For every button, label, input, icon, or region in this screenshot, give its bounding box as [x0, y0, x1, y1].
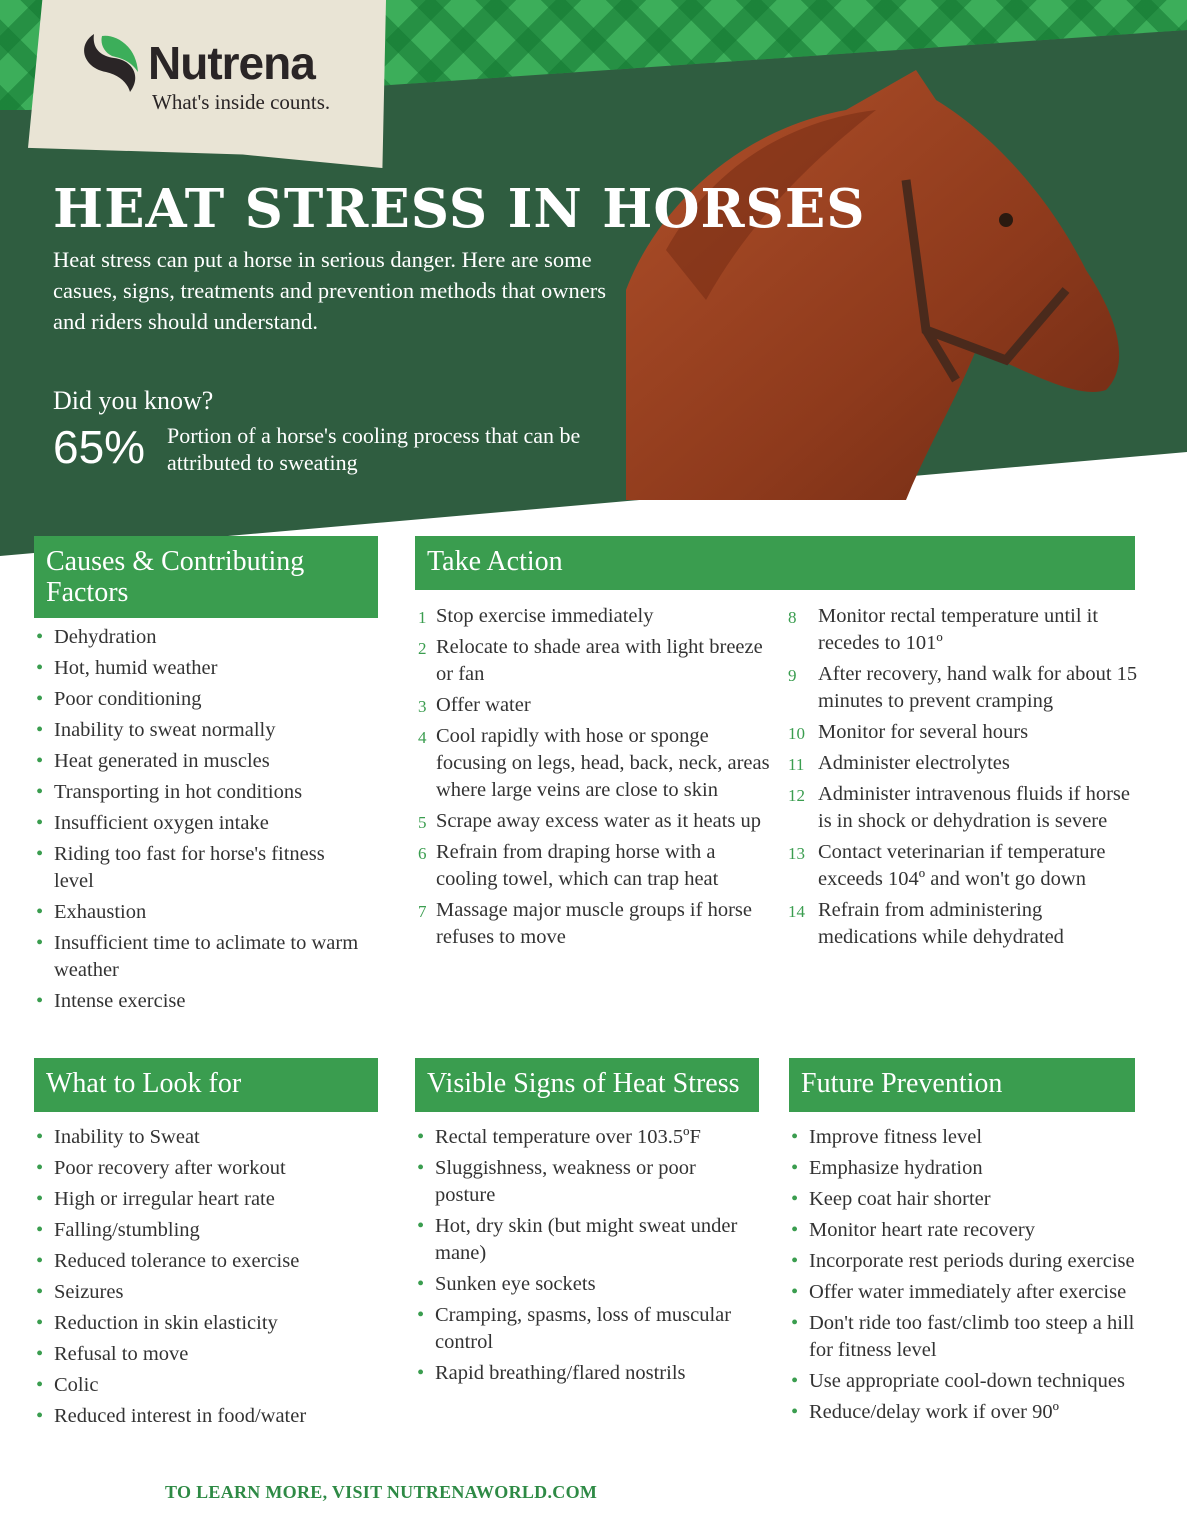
bullet-icon: • — [36, 750, 44, 772]
bullet-icon: • — [36, 1281, 44, 1303]
step-item — [418, 897, 770, 951]
list-item-text: Monitor heart rate recovery — [809, 1219, 1035, 1241]
bullet-icon: • — [417, 1273, 425, 1295]
list-item-text: Intense exercise — [54, 990, 186, 1012]
list-item — [415, 1271, 750, 1298]
list-item-text: Reduced interest in food/water — [54, 1405, 307, 1427]
list-item-text: Hot, humid weather — [54, 657, 218, 679]
list-item — [34, 988, 364, 1015]
list-item-text: Reduced tolerance to exercise — [54, 1250, 300, 1272]
list-item-text: Exhaustion — [54, 901, 147, 923]
step-item — [788, 781, 1138, 835]
prevention-header: Future Prevention — [789, 1058, 1135, 1112]
list-item-text: Reduce/delay work if over 90º — [809, 1401, 1059, 1423]
list-item — [34, 1403, 369, 1430]
step-item — [418, 603, 770, 630]
list-item-text: Refusal to move — [54, 1343, 189, 1365]
step-text: Offer water — [436, 694, 531, 716]
nutrena-leaf-icon — [80, 32, 140, 94]
step-item — [788, 750, 1138, 777]
footer-link[interactable]: TO LEARN MORE, VISIT NUTRENAWORLD.COM — [165, 1482, 598, 1502]
list-item — [789, 1186, 1144, 1213]
bullet-icon: • — [36, 1188, 44, 1210]
bullet-icon: • — [417, 1215, 425, 1237]
step-number: 12 — [788, 786, 805, 805]
list-item — [789, 1155, 1144, 1182]
bullet-icon: • — [36, 781, 44, 803]
bullet-icon: • — [791, 1401, 799, 1423]
step-item — [418, 634, 770, 688]
list-item — [789, 1217, 1144, 1244]
page-title: HEAT STRESS IN HORSES — [53, 178, 866, 240]
step-item — [418, 839, 770, 893]
step-number: 2 — [418, 639, 427, 658]
list-item — [789, 1310, 1144, 1364]
list-item — [34, 899, 364, 926]
step-number: 13 — [788, 844, 805, 863]
step-item — [418, 723, 770, 804]
bullet-icon: • — [36, 1250, 44, 1272]
list-item — [415, 1213, 750, 1267]
list-item — [34, 930, 364, 984]
list-item — [789, 1399, 1144, 1426]
bullet-icon: • — [36, 812, 44, 834]
bullet-icon: • — [791, 1281, 799, 1303]
bullet-icon: • — [36, 1157, 44, 1179]
list-item-text: Insufficient time to aclimate to warm weather — [54, 932, 359, 981]
list-item-text: Inability to Sweat — [54, 1126, 200, 1148]
list-item-text: Insufficient oxygen intake — [54, 812, 269, 834]
step-number: 7 — [418, 902, 427, 921]
list-item — [34, 686, 364, 713]
list-item — [34, 1186, 369, 1213]
bullet-icon: • — [791, 1250, 799, 1272]
brand-tagline: What's inside counts. — [152, 90, 331, 114]
bullet-icon: • — [36, 1405, 44, 1427]
step-number: 4 — [418, 728, 427, 747]
step-item — [788, 839, 1138, 893]
look-for-list — [34, 1124, 369, 1434]
take-action-header: Take Action — [415, 536, 1135, 590]
did-you-know-heading: Did you know? — [53, 386, 214, 415]
list-item — [34, 1279, 369, 1306]
list-item — [34, 1217, 369, 1244]
list-item — [34, 748, 364, 775]
bullet-icon: • — [36, 901, 44, 923]
step-item — [788, 661, 1138, 715]
list-item-text: Falling/stumbling — [54, 1219, 200, 1241]
list-item-text: Rectal temperature over 103.5ºF — [435, 1126, 701, 1148]
step-number: 11 — [788, 755, 805, 774]
step-item — [418, 692, 770, 719]
list-item-text: Poor conditioning — [54, 688, 202, 710]
step-item — [418, 808, 770, 835]
list-item — [415, 1360, 750, 1387]
stat-value: 65% — [53, 421, 146, 473]
list-item-text: Use appropriate cool-down techniques — [809, 1370, 1125, 1392]
step-number: 6 — [418, 844, 427, 863]
list-item-text: Poor recovery after workout — [54, 1157, 286, 1179]
take-action-steps-col2 — [788, 603, 1138, 955]
list-item — [415, 1302, 750, 1356]
list-item-text: High or irregular heart rate — [54, 1188, 275, 1210]
list-item-text: Sluggishness, weakness or poor posture — [435, 1157, 696, 1206]
prevention-list — [789, 1124, 1144, 1430]
list-item — [789, 1124, 1144, 1151]
step-number: 3 — [418, 697, 427, 716]
visible-signs-list — [415, 1124, 750, 1391]
step-item — [788, 603, 1138, 657]
list-item — [34, 1124, 369, 1151]
bullet-icon: • — [417, 1126, 425, 1148]
list-item — [34, 779, 364, 806]
step-text: Cool rapidly with hose or sponge focusing on legs, head, back, neck, areas where large veins are close to skin — [436, 725, 770, 801]
list-item-text: Don't ride too fast/climb too steep a hill for fitness level — [809, 1312, 1135, 1361]
list-item — [415, 1124, 750, 1151]
list-item-text: Inability to sweat normally — [54, 719, 276, 741]
list-item — [34, 624, 364, 651]
step-text: Relocate to shade area with light breeze or fan — [436, 636, 763, 685]
list-item — [789, 1279, 1144, 1306]
list-item-text: Colic — [54, 1374, 99, 1396]
step-text: Scrape away excess water as it heats up — [436, 810, 762, 832]
bullet-icon: • — [36, 1343, 44, 1365]
bullet-icon: • — [791, 1370, 799, 1392]
bullet-icon: • — [36, 657, 44, 679]
step-text: Refrain from administering medications while dehydrated — [818, 899, 1064, 948]
step-item — [788, 897, 1138, 951]
step-number: 5 — [418, 813, 427, 832]
list-item-text: Emphasize hydration — [809, 1157, 983, 1179]
brand-name: Nutrena — [148, 37, 315, 89]
bullet-icon: • — [36, 1374, 44, 1396]
list-item-text: Offer water immediately after exercise — [809, 1281, 1127, 1303]
visible-signs-header: Visible Signs of Heat Stress — [415, 1058, 759, 1112]
step-item — [788, 719, 1138, 746]
list-item-text: Hot, dry skin (but might sweat under mane) — [435, 1215, 738, 1264]
step-text: Administer intravenous fluids if horse is in shock or dehydration is severe — [818, 783, 1131, 832]
take-action-steps-col1 — [418, 603, 770, 955]
causes-header: Causes & Contributing Factors — [34, 536, 378, 618]
bullet-icon: • — [791, 1188, 799, 1210]
list-item-text: Dehydration — [54, 626, 157, 648]
list-item-text: Sunken eye sockets — [435, 1273, 596, 1295]
bullet-icon: • — [36, 688, 44, 710]
step-number: 10 — [788, 724, 805, 743]
list-item — [34, 841, 364, 895]
bullet-icon: • — [417, 1157, 425, 1179]
bullet-icon: • — [36, 990, 44, 1012]
bullet-icon: • — [36, 843, 44, 865]
step-text: Contact veterinarian if temperature exceeds 104º and won't go down — [818, 841, 1106, 890]
list-item — [34, 655, 364, 682]
look-for-header: What to Look for — [34, 1058, 378, 1112]
stat-text: Portion of a horse's cooling process that can be attributed to sweating — [167, 423, 581, 475]
list-item — [789, 1248, 1144, 1275]
list-item-text: Keep coat hair shorter — [809, 1188, 991, 1210]
bullet-icon: • — [791, 1126, 799, 1148]
intro-text: Heat stress can put a horse in serious danger. Here are some casues, signs, treatments and prevention methods that owners and riders should understand. — [53, 247, 606, 334]
bullet-icon: • — [36, 626, 44, 648]
bullet-icon: • — [417, 1304, 425, 1326]
list-item — [34, 810, 364, 837]
bullet-icon: • — [791, 1157, 799, 1179]
step-number: 14 — [788, 902, 805, 921]
step-text: Stop exercise immediately — [436, 605, 654, 627]
bullet-icon: • — [36, 1312, 44, 1334]
bullet-icon: • — [36, 719, 44, 741]
list-item-text: Incorporate rest periods during exercise — [809, 1250, 1135, 1272]
bullet-icon: • — [791, 1312, 799, 1334]
list-item-text: Cramping, spasms, loss of muscular control — [435, 1304, 732, 1353]
step-text: Monitor rectal temperature until it recedes to 101º — [818, 605, 1099, 654]
bullet-icon: • — [791, 1219, 799, 1241]
list-item — [34, 717, 364, 744]
list-item-text: Riding too fast for horse's fitness level — [54, 843, 325, 892]
bullet-icon: • — [417, 1362, 425, 1384]
list-item-text: Rapid breathing/flared nostrils — [435, 1362, 686, 1384]
list-item — [789, 1368, 1144, 1395]
list-item — [34, 1341, 369, 1368]
step-text: After recovery, hand walk for about 15 minutes to prevent cramping — [818, 663, 1138, 712]
list-item-text: Reduction in skin elasticity — [54, 1312, 278, 1334]
step-number: 8 — [788, 608, 797, 627]
list-item — [34, 1248, 369, 1275]
bullet-icon: • — [36, 1219, 44, 1241]
step-text: Monitor for several hours — [818, 721, 1029, 743]
step-text: Refrain from draping horse with a cooling towel, which can trap heat — [436, 841, 719, 890]
list-item-text: Transporting in hot conditions — [54, 781, 303, 803]
bullet-icon: • — [36, 932, 44, 954]
list-item — [34, 1310, 369, 1337]
step-number: 1 — [418, 608, 427, 627]
list-item-text: Improve fitness level — [809, 1126, 983, 1148]
step-text: Massage major muscle groups if horse refuses to move — [436, 899, 752, 948]
list-item — [34, 1372, 369, 1399]
horse-photo — [626, 70, 1187, 500]
causes-list — [34, 624, 364, 1019]
step-number: 9 — [788, 666, 797, 685]
list-item-text: Seizures — [54, 1281, 124, 1303]
list-item-text: Heat generated in muscles — [54, 750, 270, 772]
list-item — [415, 1155, 750, 1209]
list-item — [34, 1155, 369, 1182]
bullet-icon: • — [36, 1126, 44, 1148]
step-text: Administer electrolytes — [818, 752, 1010, 774]
